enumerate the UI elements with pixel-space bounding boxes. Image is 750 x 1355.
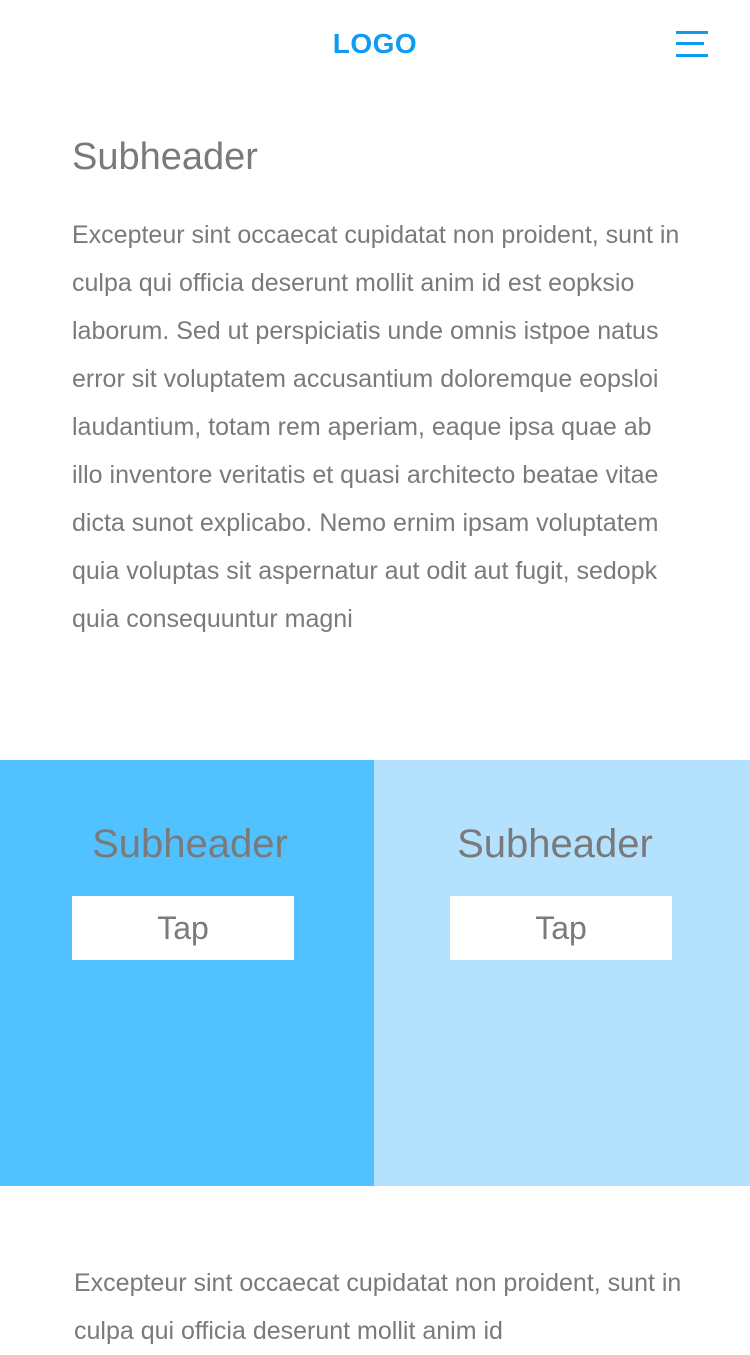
menu-icon-bar [676, 42, 704, 45]
intro-subheader: Subheader [72, 136, 258, 178]
tap-button[interactable]: Tap [450, 896, 672, 960]
footer-paragraph: Excepteur sint occaecat cupidatat non proident, sunt in culpa qui officia deserunt mollit anim id [74, 1269, 682, 1345]
menu-icon-bar [676, 54, 708, 57]
hamburger-menu-icon[interactable] [672, 28, 712, 64]
intro-paragraph: Excepteur sint occaecat cupidatat non proident, sunt in culpa qui officia deserunt mollit anim id est eopksio laborum. Sed ut perspiciatis unde omnis istpoe natus error sit voluptatem accusantium doloremque eopsloi laudantium, totam rem aperiam, eaque ipsa quae ab illo inventore veritatis et quasi architecto beatae vitae dicta sunot explicabo. Nemo ernim ipsam voluptatem quia voluptas sit aspernatur aut odit aut fugit, sedopk quia consequuntur magni [72, 221, 680, 633]
card-right [374, 760, 750, 1186]
card-subheader: Subheader [457, 822, 653, 866]
cards-section [0, 760, 750, 1186]
app-header [0, 0, 750, 90]
logo[interactable]: LOGO [332, 28, 418, 59]
tap-button[interactable]: Tap [72, 896, 294, 960]
menu-icon-bar [676, 31, 708, 34]
card-left [0, 760, 374, 1186]
card-subheader: Subheader [92, 822, 288, 866]
